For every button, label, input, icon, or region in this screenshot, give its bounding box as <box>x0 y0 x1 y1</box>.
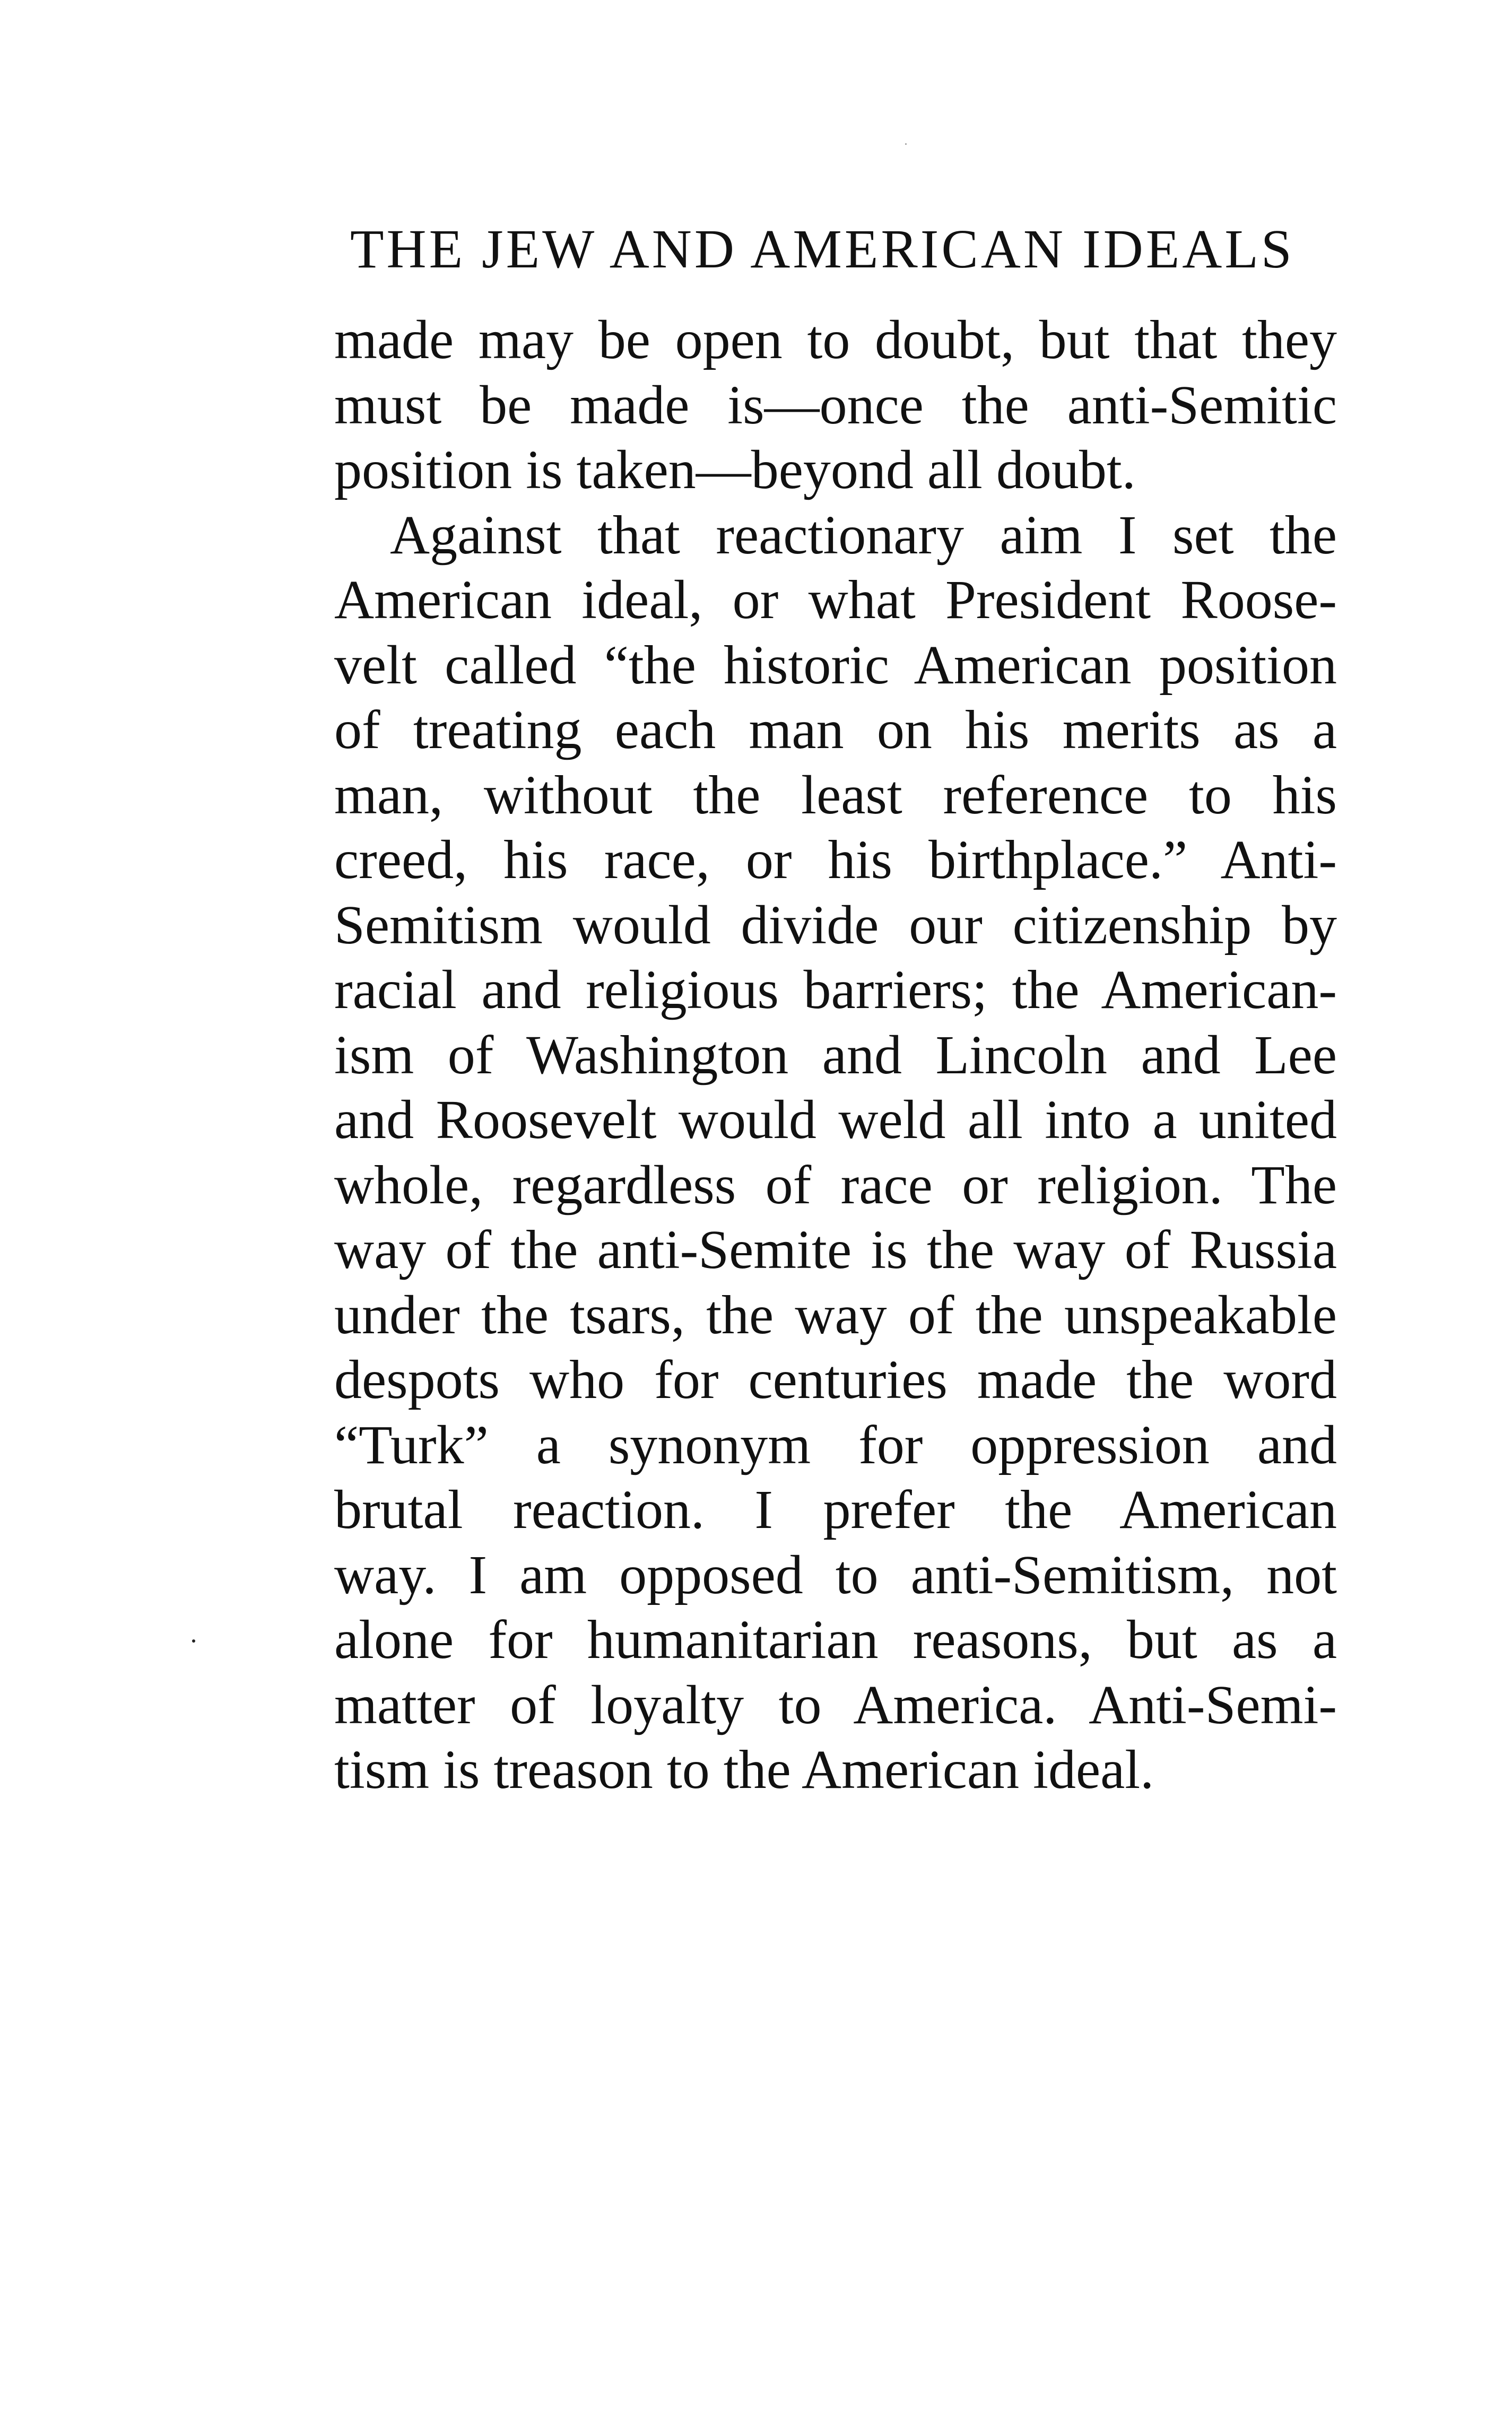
text-line: and Roosevelt would weld all into a united <box>334 1089 1337 1150</box>
text-line: of treating each man on his merits as a <box>334 699 1337 760</box>
text-line: alone for humanitarian reasons, but as a <box>334 1609 1337 1670</box>
text-line: must be made is—once the anti-Semitic <box>334 374 1337 436</box>
text-line: position is taken—beyond all doubt. <box>334 439 1136 500</box>
text-line: velt called “the historic American position <box>334 634 1337 696</box>
text-line: whole, regardless of race or religion. The <box>334 1154 1337 1215</box>
text-line: brutal reaction. I prefer the American <box>334 1479 1337 1540</box>
text-line: way of the anti-Semite is the way of Russia <box>334 1219 1337 1280</box>
text-line: Against that reactionary aim I set the <box>390 504 1337 566</box>
print-speck <box>192 1639 195 1643</box>
text-line: Semitism would divide our citizenship by <box>334 894 1337 956</box>
text-line: made may be open to doubt, but that they <box>334 309 1337 370</box>
text-line: “Turk” a synonym for oppression and <box>334 1414 1337 1475</box>
text-line: racial and religious barriers; the American- <box>334 959 1337 1020</box>
text-line: man, without the least reference to his <box>334 764 1337 826</box>
body-text <box>334 308 1337 1803</box>
text-line: creed, his race, or his birthplace.” Anti- <box>334 829 1337 890</box>
text-line: despots who for centuries made the word <box>334 1349 1337 1410</box>
text-line: under the tsars, the way of the unspeakable <box>334 1284 1337 1345</box>
running-head: THE JEW AND AMERICAN IDEALS <box>350 219 1294 280</box>
print-speck <box>905 143 907 145</box>
text-line: matter of loyalty to America. Anti-Semi- <box>334 1674 1337 1735</box>
text-line: ism of Washington and Lincoln and Lee <box>334 1024 1337 1086</box>
text-line: American ideal, or what President Roose- <box>334 569 1337 630</box>
text-line: way. I am opposed to anti-Semitism, not <box>334 1544 1337 1605</box>
text-line: tism is treason to the American ideal. <box>334 1739 1154 1800</box>
